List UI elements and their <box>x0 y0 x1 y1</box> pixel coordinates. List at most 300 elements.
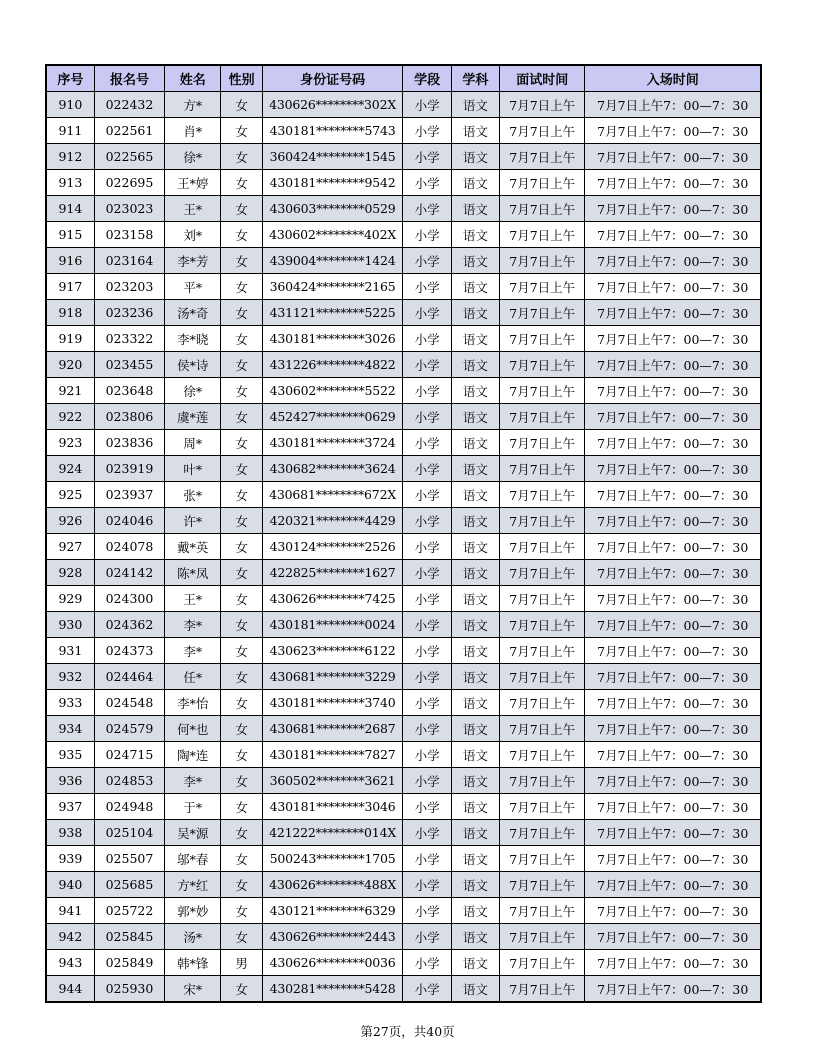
cell-reg-no: 023164 <box>94 248 164 274</box>
cell-id-number: 360424********2165 <box>262 274 403 300</box>
cell-subject: 语文 <box>451 144 499 170</box>
cell-name: 汤* <box>165 924 221 950</box>
table-row <box>46 768 761 794</box>
header-stage: 学段 <box>403 65 451 92</box>
cell-name: 周* <box>165 430 221 456</box>
cell-seq: 935 <box>46 742 94 768</box>
cell-gender: 女 <box>221 586 262 612</box>
header-reg-no: 报名号 <box>94 65 164 92</box>
cell-interview-time: 7月7日上午 <box>500 352 585 378</box>
cell-reg-no: 025849 <box>94 950 164 976</box>
cell-interview-time: 7月7日上午 <box>500 508 585 534</box>
cell-entry-time: 7月7日上午7：00—7：30 <box>585 378 761 404</box>
table-row <box>46 196 761 222</box>
cell-stage: 小学 <box>403 742 451 768</box>
cell-entry-time: 7月7日上午7：00—7：30 <box>585 144 761 170</box>
cell-id-number: 430626********302X <box>262 92 403 118</box>
cell-reg-no: 022565 <box>94 144 164 170</box>
header-gender: 性别 <box>221 65 262 92</box>
cell-interview-time: 7月7日上午 <box>500 274 585 300</box>
cell-id-number: 430603********0529 <box>262 196 403 222</box>
cell-name: 侯*诗 <box>165 352 221 378</box>
cell-seq: 939 <box>46 846 94 872</box>
cell-stage: 小学 <box>403 482 451 508</box>
cell-reg-no: 024142 <box>94 560 164 586</box>
cell-seq: 915 <box>46 222 94 248</box>
cell-gender: 女 <box>221 872 262 898</box>
cell-stage: 小学 <box>403 222 451 248</box>
cell-interview-time: 7月7日上午 <box>500 872 585 898</box>
cell-reg-no: 022695 <box>94 170 164 196</box>
cell-stage: 小学 <box>403 352 451 378</box>
cell-name: 汤*奇 <box>165 300 221 326</box>
cell-subject: 语文 <box>451 404 499 430</box>
cell-interview-time: 7月7日上午 <box>500 820 585 846</box>
cell-name: 宋* <box>165 976 221 1003</box>
cell-reg-no: 023806 <box>94 404 164 430</box>
table-row <box>46 274 761 300</box>
cell-interview-time: 7月7日上午 <box>500 196 585 222</box>
cell-reg-no: 022432 <box>94 92 164 118</box>
cell-entry-time: 7月7日上午7：00—7：30 <box>585 118 761 144</box>
table-row <box>46 508 761 534</box>
cell-id-number: 430181********3724 <box>262 430 403 456</box>
cell-entry-time: 7月7日上午7：00—7：30 <box>585 430 761 456</box>
cell-stage: 小学 <box>403 768 451 794</box>
cell-seq: 930 <box>46 612 94 638</box>
cell-entry-time: 7月7日上午7：00—7：30 <box>585 768 761 794</box>
cell-gender: 女 <box>221 118 262 144</box>
cell-name: 邬*春 <box>165 846 221 872</box>
cell-seq: 913 <box>46 170 94 196</box>
cell-gender: 女 <box>221 300 262 326</box>
cell-entry-time: 7月7日上午7：00—7：30 <box>585 352 761 378</box>
table-row <box>46 586 761 612</box>
cell-subject: 语文 <box>451 170 499 196</box>
cell-name: 陈*凤 <box>165 560 221 586</box>
table-row <box>46 924 761 950</box>
cell-seq: 921 <box>46 378 94 404</box>
cell-seq: 944 <box>46 976 94 1003</box>
cell-gender: 女 <box>221 92 262 118</box>
cell-interview-time: 7月7日上午 <box>500 976 585 1003</box>
cell-gender: 女 <box>221 534 262 560</box>
cell-seq: 936 <box>46 768 94 794</box>
cell-stage: 小学 <box>403 586 451 612</box>
cell-id-number: 430181********3026 <box>262 326 403 352</box>
cell-stage: 小学 <box>403 664 451 690</box>
cell-reg-no: 022561 <box>94 118 164 144</box>
cell-subject: 语文 <box>451 508 499 534</box>
table-row <box>46 716 761 742</box>
cell-name: 何*也 <box>165 716 221 742</box>
cell-entry-time: 7月7日上午7：00—7：30 <box>585 326 761 352</box>
cell-interview-time: 7月7日上午 <box>500 92 585 118</box>
cell-name: 方* <box>165 92 221 118</box>
cell-id-number: 430602********5522 <box>262 378 403 404</box>
cell-gender: 女 <box>221 222 262 248</box>
cell-stage: 小学 <box>403 144 451 170</box>
cell-seq: 941 <box>46 898 94 924</box>
cell-subject: 语文 <box>451 482 499 508</box>
cell-entry-time: 7月7日上午7：00—7：30 <box>585 794 761 820</box>
cell-reg-no: 024853 <box>94 768 164 794</box>
cell-subject: 语文 <box>451 118 499 144</box>
cell-seq: 923 <box>46 430 94 456</box>
cell-stage: 小学 <box>403 560 451 586</box>
cell-id-number: 420321********4429 <box>262 508 403 534</box>
cell-subject: 语文 <box>451 586 499 612</box>
table-row <box>46 326 761 352</box>
cell-subject: 语文 <box>451 976 499 1003</box>
cell-subject: 语文 <box>451 378 499 404</box>
cell-reg-no: 023322 <box>94 326 164 352</box>
table-row <box>46 690 761 716</box>
cell-entry-time: 7月7日上午7：00—7：30 <box>585 170 761 196</box>
cell-name: 许* <box>165 508 221 534</box>
cell-entry-time: 7月7日上午7：00—7：30 <box>585 404 761 430</box>
cell-subject: 语文 <box>451 222 499 248</box>
cell-stage: 小学 <box>403 638 451 664</box>
cell-stage: 小学 <box>403 456 451 482</box>
cell-interview-time: 7月7日上午 <box>500 248 585 274</box>
cell-seq: 922 <box>46 404 94 430</box>
cell-seq: 920 <box>46 352 94 378</box>
cell-id-number: 500243********1705 <box>262 846 403 872</box>
cell-name: 肖* <box>165 118 221 144</box>
cell-stage: 小学 <box>403 950 451 976</box>
cell-seq: 928 <box>46 560 94 586</box>
header-subject: 学科 <box>451 65 499 92</box>
cell-subject: 语文 <box>451 638 499 664</box>
cell-entry-time: 7月7日上午7：00—7：30 <box>585 92 761 118</box>
cell-name: 任* <box>165 664 221 690</box>
cell-stage: 小学 <box>403 274 451 300</box>
cell-gender: 女 <box>221 378 262 404</box>
table-header <box>46 65 761 92</box>
cell-subject: 语文 <box>451 898 499 924</box>
cell-entry-time: 7月7日上午7：00—7：30 <box>585 612 761 638</box>
cell-name: 李*芳 <box>165 248 221 274</box>
cell-reg-no: 023236 <box>94 300 164 326</box>
cell-subject: 语文 <box>451 92 499 118</box>
cell-subject: 语文 <box>451 326 499 352</box>
table-row <box>46 612 761 638</box>
cell-gender: 女 <box>221 196 262 222</box>
table-row <box>46 534 761 560</box>
cell-stage: 小学 <box>403 924 451 950</box>
cell-subject: 语文 <box>451 768 499 794</box>
table-row <box>46 248 761 274</box>
cell-seq: 916 <box>46 248 94 274</box>
cell-entry-time: 7月7日上午7：00—7：30 <box>585 950 761 976</box>
table-row <box>46 820 761 846</box>
cell-reg-no: 023836 <box>94 430 164 456</box>
table-row <box>46 950 761 976</box>
cell-entry-time: 7月7日上午7：00—7：30 <box>585 586 761 612</box>
cell-interview-time: 7月7日上午 <box>500 794 585 820</box>
cell-interview-time: 7月7日上午 <box>500 950 585 976</box>
cell-seq: 929 <box>46 586 94 612</box>
cell-seq: 912 <box>46 144 94 170</box>
table-row <box>46 430 761 456</box>
cell-gender: 女 <box>221 326 262 352</box>
cell-interview-time: 7月7日上午 <box>500 924 585 950</box>
cell-interview-time: 7月7日上午 <box>500 430 585 456</box>
table-row <box>46 794 761 820</box>
cell-stage: 小学 <box>403 92 451 118</box>
cell-reg-no: 024046 <box>94 508 164 534</box>
cell-gender: 女 <box>221 924 262 950</box>
cell-stage: 小学 <box>403 976 451 1003</box>
cell-stage: 小学 <box>403 300 451 326</box>
cell-entry-time: 7月7日上午7：00—7：30 <box>585 248 761 274</box>
cell-interview-time: 7月7日上午 <box>500 898 585 924</box>
cell-stage: 小学 <box>403 118 451 144</box>
cell-entry-time: 7月7日上午7：00—7：30 <box>585 300 761 326</box>
cell-id-number: 430181********0024 <box>262 612 403 638</box>
cell-id-number: 430626********7425 <box>262 586 403 612</box>
cell-interview-time: 7月7日上午 <box>500 456 585 482</box>
cell-seq: 933 <box>46 690 94 716</box>
cell-name: 李*晓 <box>165 326 221 352</box>
cell-gender: 女 <box>221 898 262 924</box>
cell-gender: 女 <box>221 456 262 482</box>
table-row <box>46 482 761 508</box>
cell-name: 王*婷 <box>165 170 221 196</box>
cell-name: 虞*莲 <box>165 404 221 430</box>
cell-reg-no: 023937 <box>94 482 164 508</box>
cell-interview-time: 7月7日上午 <box>500 534 585 560</box>
cell-interview-time: 7月7日上午 <box>500 300 585 326</box>
table-row <box>46 664 761 690</box>
cell-gender: 女 <box>221 794 262 820</box>
cell-stage: 小学 <box>403 716 451 742</box>
cell-entry-time: 7月7日上午7：00—7：30 <box>585 742 761 768</box>
cell-subject: 语文 <box>451 742 499 768</box>
cell-gender: 女 <box>221 352 262 378</box>
cell-name: 郭*妙 <box>165 898 221 924</box>
table-row <box>46 872 761 898</box>
table-row <box>46 898 761 924</box>
cell-stage: 小学 <box>403 170 451 196</box>
cell-reg-no: 025104 <box>94 820 164 846</box>
cell-interview-time: 7月7日上午 <box>500 664 585 690</box>
cell-name: 于* <box>165 794 221 820</box>
cell-interview-time: 7月7日上午 <box>500 742 585 768</box>
table-row <box>46 352 761 378</box>
cell-seq: 942 <box>46 924 94 950</box>
table-row <box>46 144 761 170</box>
cell-id-number: 430681********2687 <box>262 716 403 742</box>
cell-seq: 919 <box>46 326 94 352</box>
table-row <box>46 456 761 482</box>
cell-stage: 小学 <box>403 612 451 638</box>
cell-reg-no: 025845 <box>94 924 164 950</box>
cell-reg-no: 024579 <box>94 716 164 742</box>
cell-name: 李* <box>165 768 221 794</box>
cell-reg-no: 024300 <box>94 586 164 612</box>
cell-reg-no: 024373 <box>94 638 164 664</box>
cell-subject: 语文 <box>451 664 499 690</box>
cell-name: 李* <box>165 638 221 664</box>
cell-seq: 917 <box>46 274 94 300</box>
cell-reg-no: 023203 <box>94 274 164 300</box>
cell-name: 徐* <box>165 144 221 170</box>
cell-name: 王* <box>165 586 221 612</box>
cell-seq: 910 <box>46 92 94 118</box>
cell-gender: 女 <box>221 638 262 664</box>
cell-entry-time: 7月7日上午7：00—7：30 <box>585 196 761 222</box>
cell-id-number: 360424********1545 <box>262 144 403 170</box>
table-row <box>46 846 761 872</box>
cell-seq: 911 <box>46 118 94 144</box>
cell-seq: 937 <box>46 794 94 820</box>
cell-id-number: 430181********3046 <box>262 794 403 820</box>
cell-gender: 男 <box>221 950 262 976</box>
cell-gender: 女 <box>221 846 262 872</box>
cell-subject: 语文 <box>451 274 499 300</box>
cell-reg-no: 024948 <box>94 794 164 820</box>
cell-entry-time: 7月7日上午7：00—7：30 <box>585 222 761 248</box>
cell-seq: 940 <box>46 872 94 898</box>
cell-id-number: 430682********3624 <box>262 456 403 482</box>
cell-name: 李*怡 <box>165 690 221 716</box>
table-row <box>46 560 761 586</box>
cell-id-number: 430626********488X <box>262 872 403 898</box>
cell-entry-time: 7月7日上午7：00—7：30 <box>585 456 761 482</box>
cell-interview-time: 7月7日上午 <box>500 404 585 430</box>
cell-subject: 语文 <box>451 690 499 716</box>
cell-gender: 女 <box>221 482 262 508</box>
cell-gender: 女 <box>221 430 262 456</box>
cell-interview-time: 7月7日上午 <box>500 768 585 794</box>
cell-stage: 小学 <box>403 846 451 872</box>
table-row <box>46 92 761 118</box>
cell-name: 平* <box>165 274 221 300</box>
cell-reg-no: 023919 <box>94 456 164 482</box>
cell-interview-time: 7月7日上午 <box>500 118 585 144</box>
cell-subject: 语文 <box>451 352 499 378</box>
cell-seq: 934 <box>46 716 94 742</box>
cell-id-number: 431121********5225 <box>262 300 403 326</box>
cell-gender: 女 <box>221 508 262 534</box>
cell-name: 戴*英 <box>165 534 221 560</box>
cell-subject: 语文 <box>451 950 499 976</box>
cell-subject: 语文 <box>451 248 499 274</box>
cell-seq: 926 <box>46 508 94 534</box>
cell-entry-time: 7月7日上午7：00—7：30 <box>585 508 761 534</box>
cell-name: 王* <box>165 196 221 222</box>
cell-seq: 932 <box>46 664 94 690</box>
table-row <box>46 118 761 144</box>
cell-subject: 语文 <box>451 716 499 742</box>
cell-gender: 女 <box>221 716 262 742</box>
header-interview-time: 面试时间 <box>500 65 585 92</box>
cell-reg-no: 025722 <box>94 898 164 924</box>
cell-id-number: 452427********0629 <box>262 404 403 430</box>
cell-stage: 小学 <box>403 248 451 274</box>
cell-stage: 小学 <box>403 690 451 716</box>
table-row <box>46 300 761 326</box>
cell-gender: 女 <box>221 248 262 274</box>
cell-subject: 语文 <box>451 560 499 586</box>
cell-name: 吴*源 <box>165 820 221 846</box>
cell-id-number: 439004********1424 <box>262 248 403 274</box>
cell-reg-no: 023023 <box>94 196 164 222</box>
cell-gender: 女 <box>221 274 262 300</box>
cell-reg-no: 024715 <box>94 742 164 768</box>
cell-gender: 女 <box>221 170 262 196</box>
cell-entry-time: 7月7日上午7：00—7：30 <box>585 274 761 300</box>
candidate-table <box>45 64 762 1003</box>
cell-name: 徐* <box>165 378 221 404</box>
cell-gender: 女 <box>221 404 262 430</box>
cell-subject: 语文 <box>451 794 499 820</box>
cell-entry-time: 7月7日上午7：00—7：30 <box>585 716 761 742</box>
cell-id-number: 421222********014X <box>262 820 403 846</box>
cell-id-number: 360502********3621 <box>262 768 403 794</box>
cell-name: 张* <box>165 482 221 508</box>
cell-reg-no: 025507 <box>94 846 164 872</box>
cell-reg-no: 023648 <box>94 378 164 404</box>
cell-entry-time: 7月7日上午7：00—7：30 <box>585 534 761 560</box>
cell-interview-time: 7月7日上午 <box>500 846 585 872</box>
cell-id-number: 430623********6122 <box>262 638 403 664</box>
cell-seq: 924 <box>46 456 94 482</box>
cell-subject: 语文 <box>451 300 499 326</box>
cell-subject: 语文 <box>451 924 499 950</box>
cell-id-number: 430681********672X <box>262 482 403 508</box>
cell-entry-time: 7月7日上午7：00—7：30 <box>585 898 761 924</box>
cell-stage: 小学 <box>403 404 451 430</box>
cell-subject: 语文 <box>451 430 499 456</box>
cell-seq: 918 <box>46 300 94 326</box>
table-row <box>46 742 761 768</box>
cell-seq: 931 <box>46 638 94 664</box>
cell-stage: 小学 <box>403 196 451 222</box>
cell-subject: 语文 <box>451 456 499 482</box>
cell-stage: 小学 <box>403 872 451 898</box>
cell-stage: 小学 <box>403 378 451 404</box>
cell-id-number: 431226********4822 <box>262 352 403 378</box>
cell-id-number: 430121********6329 <box>262 898 403 924</box>
cell-seq: 927 <box>46 534 94 560</box>
table-row <box>46 976 761 1003</box>
cell-subject: 语文 <box>451 534 499 560</box>
table-row <box>46 222 761 248</box>
cell-reg-no: 024548 <box>94 690 164 716</box>
page-number: 第27页，共40页 <box>360 1024 455 1039</box>
cell-reg-no: 023158 <box>94 222 164 248</box>
cell-interview-time: 7月7日上午 <box>500 144 585 170</box>
cell-name: 陶*连 <box>165 742 221 768</box>
cell-interview-time: 7月7日上午 <box>500 326 585 352</box>
cell-entry-time: 7月7日上午7：00—7：30 <box>585 924 761 950</box>
cell-seq: 943 <box>46 950 94 976</box>
cell-entry-time: 7月7日上午7：00—7：30 <box>585 560 761 586</box>
cell-name: 叶* <box>165 456 221 482</box>
cell-stage: 小学 <box>403 326 451 352</box>
cell-entry-time: 7月7日上午7：00—7：30 <box>585 872 761 898</box>
cell-seq: 938 <box>46 820 94 846</box>
cell-stage: 小学 <box>403 898 451 924</box>
cell-stage: 小学 <box>403 794 451 820</box>
header-entry-time: 入场时间 <box>585 65 761 92</box>
cell-gender: 女 <box>221 690 262 716</box>
cell-entry-time: 7月7日上午7：00—7：30 <box>585 664 761 690</box>
cell-seq: 914 <box>46 196 94 222</box>
